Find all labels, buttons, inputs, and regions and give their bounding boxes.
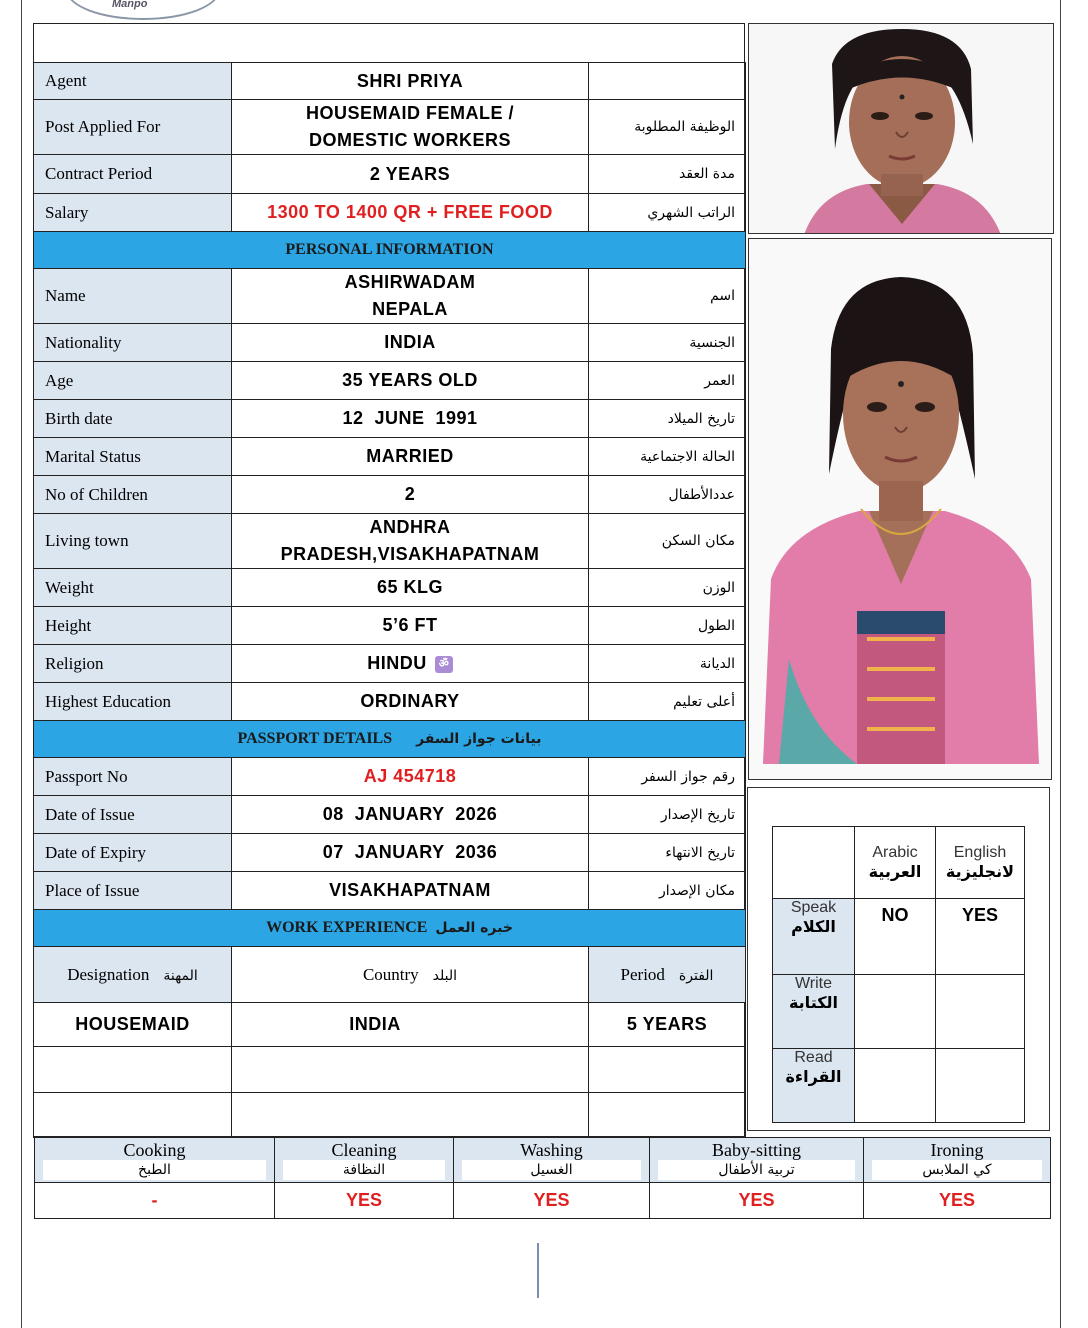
skill-cleaning: Cleaning النظافة [275, 1138, 454, 1183]
row-marital [34, 438, 746, 476]
row-birth [34, 400, 746, 438]
country-header: Country البلد [232, 947, 589, 1003]
birth-value: 12 JUNE 1991 [232, 400, 589, 438]
contract-label: Contract Period [34, 155, 232, 194]
row-weight [34, 569, 746, 607]
weight-label: Weight [34, 569, 232, 607]
agent-arabic [589, 63, 746, 100]
row-issue [34, 796, 746, 834]
language-row-write [773, 975, 1025, 1049]
height-value: 5’6 FT [232, 607, 589, 645]
weight-value: 65 KLG [232, 569, 589, 607]
name-arabic: اسم [589, 269, 746, 324]
row-nationality [34, 324, 746, 362]
salary-label: Salary [34, 194, 232, 232]
age-arabic: العمر [589, 362, 746, 400]
town-arabic: مكان السكن [589, 514, 746, 569]
passport-no-arabic: رقم جواز السفر [589, 758, 746, 796]
section-personal [34, 232, 746, 269]
skills-value-row [35, 1183, 1051, 1219]
post-arabic: الوظيفة المطلوبة [589, 100, 746, 155]
post-value: HOUSEMAID FEMALE / DOMESTIC WORKERS [232, 100, 589, 155]
passport-no-label: Passport No [34, 758, 232, 796]
issue-value: 08 JANUARY 2026 [232, 796, 589, 834]
agent-label: Agent [34, 63, 232, 100]
row-expiry [34, 834, 746, 872]
expiry-label: Date of Expiry [34, 834, 232, 872]
height-label: Height [34, 607, 232, 645]
write-label: Write الكتابة [773, 975, 855, 1049]
om-icon: ॐ [435, 656, 453, 673]
children-label: No of Children [34, 476, 232, 514]
speak-arabic-value: NO [855, 899, 936, 975]
age-value: 35 YEARS OLD [232, 362, 589, 400]
salary-value: 1300 TO 1400 QR + FREE FOOD [232, 194, 589, 232]
salary-arabic: الراتب الشهري [589, 194, 746, 232]
cleaning-value: YES [275, 1183, 454, 1219]
religion-arabic: الديانة [589, 645, 746, 683]
work-section-title: WORK EXPERIENCE خبره العمل [34, 910, 746, 947]
row-children [34, 476, 746, 514]
period-value: 5 YEARS [589, 1003, 746, 1047]
section-passport [34, 721, 746, 758]
place-arabic: مكان الإصدار [589, 872, 746, 910]
designation-header: Designation المهنة [34, 947, 232, 1003]
name-value: ASHIRWADAM NEPALA [232, 269, 589, 324]
row-education [34, 683, 746, 721]
language-row-speak [773, 899, 1025, 975]
experience-empty-row [34, 1093, 746, 1137]
cooking-value: - [35, 1183, 275, 1219]
skills-header-row [35, 1138, 1051, 1183]
children-arabic: عددالأطفال [589, 476, 746, 514]
row-place [34, 872, 746, 910]
read-arabic-value [855, 1049, 936, 1123]
religion-cell [232, 645, 589, 683]
nationality-label: Nationality [34, 324, 232, 362]
nationality-value: INDIA [232, 324, 589, 362]
height-arabic: الطول [589, 607, 746, 645]
baby-sitting-value: YES [650, 1183, 864, 1219]
agent-value: SHRI PRIYA [232, 63, 589, 100]
town-label: Living town [34, 514, 232, 569]
period-header: Period الفترة [589, 947, 746, 1003]
post-label: Post Applied For [34, 100, 232, 155]
ironing-value: YES [864, 1183, 1051, 1219]
row-salary [34, 194, 746, 232]
personal-section-title: PERSONAL INFORMATION [34, 232, 746, 269]
marital-label: Marital Status [34, 438, 232, 476]
speak-label: Speak الكلام [773, 899, 855, 975]
education-value: ORDINARY [232, 683, 589, 721]
language-header-row [773, 827, 1025, 899]
read-english-value [936, 1049, 1025, 1123]
place-value: VISAKHAPATNAM [232, 872, 589, 910]
skill-cooking: Cooking الطبخ [35, 1138, 275, 1183]
passport-section-title: PASSPORT DETAILS بيانات جواز السفر [34, 721, 746, 758]
nationality-arabic: الجنسية [589, 324, 746, 362]
english-language-header: English لانجليزية [936, 827, 1025, 899]
name-label: Name [34, 269, 232, 324]
town-value: ANDHRA PRADESH,VISAKHAPATNAM [232, 514, 589, 569]
agency-logo: Manpo [66, 0, 220, 20]
issue-arabic: تاريخ الإصدار [589, 796, 746, 834]
birth-arabic: تاريخ الميلاد [589, 400, 746, 438]
skill-ironing: Ironing كي الملابس [864, 1138, 1051, 1183]
birth-label: Birth date [34, 400, 232, 438]
row-height [34, 607, 746, 645]
washing-value: YES [454, 1183, 650, 1219]
text-cursor-line [537, 1243, 539, 1298]
row-town [34, 514, 746, 569]
place-label: Place of Issue [34, 872, 232, 910]
candidate-full-photo [748, 238, 1052, 780]
experience-header-row [34, 947, 746, 1003]
speak-english-value: YES [936, 899, 1025, 975]
skill-baby-sitting: Baby-sitting تربية الأطفال [650, 1138, 864, 1183]
religion-label: Religion [34, 645, 232, 683]
age-label: Age [34, 362, 232, 400]
candidate-headshot-photo [748, 23, 1054, 234]
row-name [34, 269, 746, 324]
row-religion [34, 645, 746, 683]
religion-value: HINDU [367, 653, 427, 673]
row-post [34, 100, 746, 155]
row-passport-no [34, 758, 746, 796]
language-row-read [773, 1049, 1025, 1123]
children-value: 2 [232, 476, 589, 514]
candidate-info-table [33, 62, 746, 1137]
contract-value: 2 YEARS [232, 155, 589, 194]
issue-label: Date of Issue [34, 796, 232, 834]
contract-arabic: مدة العقد [589, 155, 746, 194]
marital-arabic: الحالة الاجتماعية [589, 438, 746, 476]
row-age [34, 362, 746, 400]
marital-value: MARRIED [232, 438, 589, 476]
education-arabic: أعلى تعليم [589, 683, 746, 721]
country-value: INDIA [232, 1003, 589, 1047]
row-contract [34, 155, 746, 194]
write-english-value [936, 975, 1025, 1049]
passport-no-value: AJ 454718 [232, 758, 589, 796]
read-label: Read القراءة [773, 1049, 855, 1123]
experience-row [34, 1003, 746, 1047]
language-skills-table [772, 826, 1025, 1123]
designation-value: HOUSEMAID [34, 1003, 232, 1047]
experience-empty-row [34, 1047, 746, 1093]
expiry-arabic: تاريخ الانتهاء [589, 834, 746, 872]
weight-arabic: الوزن [589, 569, 746, 607]
arabic-language-header: Arabic العربية [855, 827, 936, 899]
write-arabic-value [855, 975, 936, 1049]
expiry-value: 07 JANUARY 2036 [232, 834, 589, 872]
skills-table [34, 1137, 1051, 1219]
education-label: Highest Education [34, 683, 232, 721]
row-agent [34, 63, 746, 100]
section-work [34, 910, 746, 947]
skill-washing: Washing الغسيل [454, 1138, 650, 1183]
